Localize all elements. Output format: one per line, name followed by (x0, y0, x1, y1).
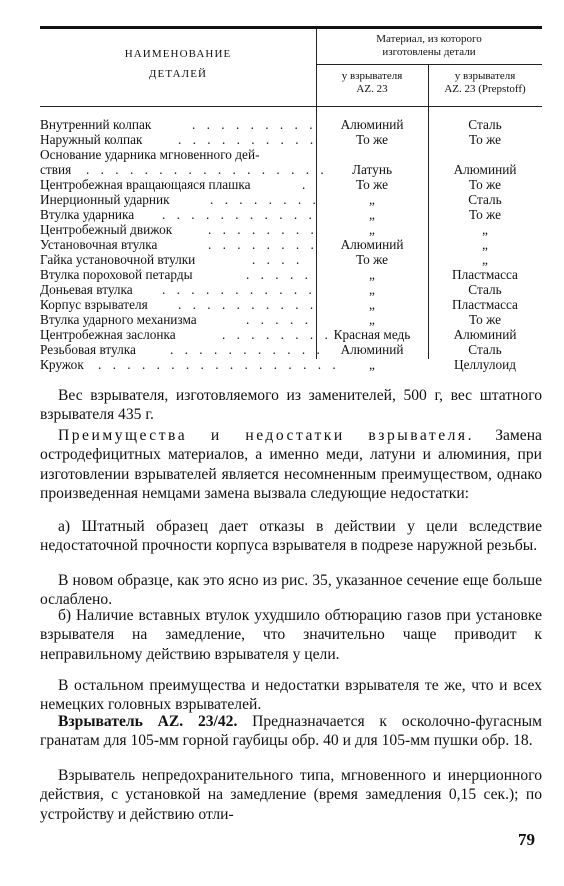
paragraph-az2342 (40, 712, 542, 751)
material-az23: Алюминий (340, 342, 404, 357)
table-row (40, 222, 542, 237)
material-az23: То же (355, 177, 388, 192)
leader-dots: . . . . . . . . . . . . . . . . . (86, 162, 328, 177)
paragraph-rest (40, 676, 542, 715)
table-row (40, 357, 542, 372)
table-row (40, 237, 542, 252)
header-material-line-1: Материал, из которого (376, 33, 482, 45)
part-name: Втулка ударника (40, 207, 135, 222)
leader-dots: . . . . . . . . . . . (170, 342, 324, 357)
paragraph-section-note (40, 571, 542, 610)
table-row (40, 297, 542, 312)
leader-dots: . . . . . (246, 267, 312, 282)
material-prepstoff: Сталь (468, 192, 502, 207)
part-name: Наружный колпак (40, 132, 143, 147)
header-column-names (40, 44, 316, 84)
part-name: Доньевая втулка (40, 282, 133, 297)
leader-dots: . . . . . . . . . . . . . . . . . (98, 357, 340, 372)
paragraph-drawback-a (40, 517, 542, 556)
material-prepstoff: То же (468, 177, 501, 192)
material-prepstoff: Пластмасса (452, 267, 518, 282)
material-az23: „ (369, 192, 375, 207)
header-bottom-rule (40, 106, 542, 107)
material-az23: Латунь (351, 162, 393, 177)
leader-dots: . . . . . . . . (210, 192, 320, 207)
header-col1-line-2: AZ. 23 (356, 83, 388, 95)
material-prepstoff: То же (468, 207, 501, 222)
table-top-rule (40, 26, 542, 29)
header-name-line-1: НАИМЕНОВАНИЕ (124, 48, 232, 60)
page-number: 79 (518, 830, 535, 849)
az2342-heading: Взрыватель AZ. 23/42. (58, 713, 238, 730)
part-name: Инерционный ударник (40, 192, 170, 207)
drawback-b-text: б) Наличие вставных втулок ухудшило обтюрацию газов при установке взрывателя на замедление, что значительно чаще приводит к неправильному действию взрывателя у цели. (40, 607, 542, 663)
material-prepstoff: Сталь (468, 342, 502, 357)
header-col-az23 (316, 70, 428, 96)
material-az23: „ (369, 357, 375, 372)
advantages-heading: Преимущества и недостатки взрывателя. (58, 427, 474, 444)
leader-dots: . . . . . . . . (208, 222, 318, 237)
material-prepstoff: Алюминий (453, 162, 517, 177)
material-az23: „ (369, 297, 375, 312)
table-row (40, 132, 542, 147)
leader-dots: . . . . . . . . (222, 327, 332, 342)
weight-text: Вес взрывателя, изготовляемого из заменителей, 500 г, вес штатного взрывателя 435 г. (40, 387, 542, 424)
material-prepstoff: То же (468, 312, 501, 327)
paragraph-advantages (40, 426, 542, 504)
fuze-type-text: Взрыватель непредохранительного типа, мгновенного и инерционного действия, с установкой на замедление (время замедления 0,15 сек.); по устройству и действию отли- (40, 767, 542, 823)
leader-dots: . . . . . . . . (208, 237, 318, 252)
leader-dots: . (302, 177, 310, 192)
table-row (40, 252, 542, 267)
part-name: Корпус взрывателя (40, 297, 148, 312)
material-prepstoff: „ (482, 222, 488, 237)
table-row (40, 267, 542, 282)
material-prepstoff: То же (468, 132, 501, 147)
header-name-line-2: ДЕТАЛЕЙ (148, 68, 208, 80)
table-row (40, 207, 542, 222)
part-name: Втулка пороховой петарды (40, 267, 193, 282)
material-az23: „ (369, 312, 375, 327)
section-note-text: В новом образце, как это ясно из рис. 35, указанное сечение еще больше ослаблено. (40, 572, 542, 609)
table-row (40, 177, 542, 192)
part-name: Внутренний колпак (40, 117, 152, 132)
leader-dots: . . . . . . . . . . (178, 297, 318, 312)
paragraph-weight (40, 386, 542, 425)
material-az23: Алюминий (340, 237, 404, 252)
table-row (40, 117, 542, 132)
material-prepstoff: Алюминий (453, 327, 517, 342)
leader-dots: . . . . (252, 252, 304, 267)
advantages-text: Замена остродефицитных материалов, а именно меди, латуни и алюминия, при изготовлении взрывателей является несомненным преимуществом, однако произведенная немцами замена вызвала следующие недостатки: (40, 427, 542, 503)
material-az23: „ (369, 282, 375, 297)
table-row (40, 162, 542, 177)
material-az23: „ (369, 207, 375, 222)
part-name: Центробежная вращающаяся плашка (40, 177, 251, 192)
header-sub-rule (316, 64, 542, 65)
material-az23: „ (369, 267, 375, 282)
leader-dots: . . . . . . . . . . . (162, 282, 316, 297)
material-prepstoff: Пластмасса (452, 297, 518, 312)
leader-dots: . . . . . . . . . . . (162, 207, 316, 222)
leader-dots: . . . . . (246, 312, 312, 327)
material-prepstoff: Сталь (468, 282, 502, 297)
material-az23: Красная медь (333, 327, 411, 342)
table-row (40, 192, 542, 207)
header-col2-line-2: AZ. 23 (Prepstoff) (444, 83, 526, 95)
drawback-a-text: а) Штатный образец дает отказы в действии у цели вследствие недостаточной прочности корпуса взрывателя в подрезе наружной резьбы. (40, 518, 542, 555)
part-name: Центробежная заслонка (40, 327, 176, 342)
material-az23: То же (355, 132, 388, 147)
material-prepstoff: „ (482, 252, 488, 267)
material-prepstoff: „ (482, 237, 488, 252)
table-row (40, 282, 542, 297)
part-name: Центробежный движок (40, 222, 173, 237)
part-name: Гайка установочной втулки (40, 252, 196, 267)
table-row (40, 147, 542, 162)
material-prepstoff: Целлулоид (453, 357, 516, 372)
paragraph-drawback-b (40, 606, 542, 664)
table-row (40, 312, 542, 327)
rest-text: В остальном преимущества и недостатки взрывателя те же, что и всех немецких головных взрывателей. (40, 677, 542, 714)
part-name: ствия (40, 162, 72, 177)
part-name: Основание ударника мгновенного дей- (40, 147, 260, 162)
part-name: Втулка ударного механизма (40, 312, 197, 327)
header-col-az23-prepstoff (428, 70, 542, 96)
table-row (40, 342, 542, 357)
material-prepstoff: Сталь (468, 117, 502, 132)
header-col1-line-1: у взрывателя (341, 70, 403, 82)
az2342-text: Предназначается к осколочно-фугасным гранатам для 105-мм горной гаубицы обр. 40 и для 105-мм пушки обр. 18. (40, 713, 542, 750)
part-name: Резьбовая втулка (40, 342, 136, 357)
table-row (40, 327, 542, 342)
part-name: Установочная втулка (40, 237, 158, 252)
leader-dots: . . . . . . . . . (192, 117, 317, 132)
paragraph-fuze-type (40, 766, 542, 824)
header-material-line-2: изготовлены детали (382, 46, 476, 58)
part-name: Кружок (40, 357, 84, 372)
header-material (316, 33, 542, 59)
header-col2-line-1: у взрывателя (454, 70, 516, 82)
material-az23: То же (355, 252, 388, 267)
leader-dots: . . . . . . . . . . (178, 132, 318, 147)
material-az23: „ (369, 222, 375, 237)
material-az23: Алюминий (340, 117, 404, 132)
